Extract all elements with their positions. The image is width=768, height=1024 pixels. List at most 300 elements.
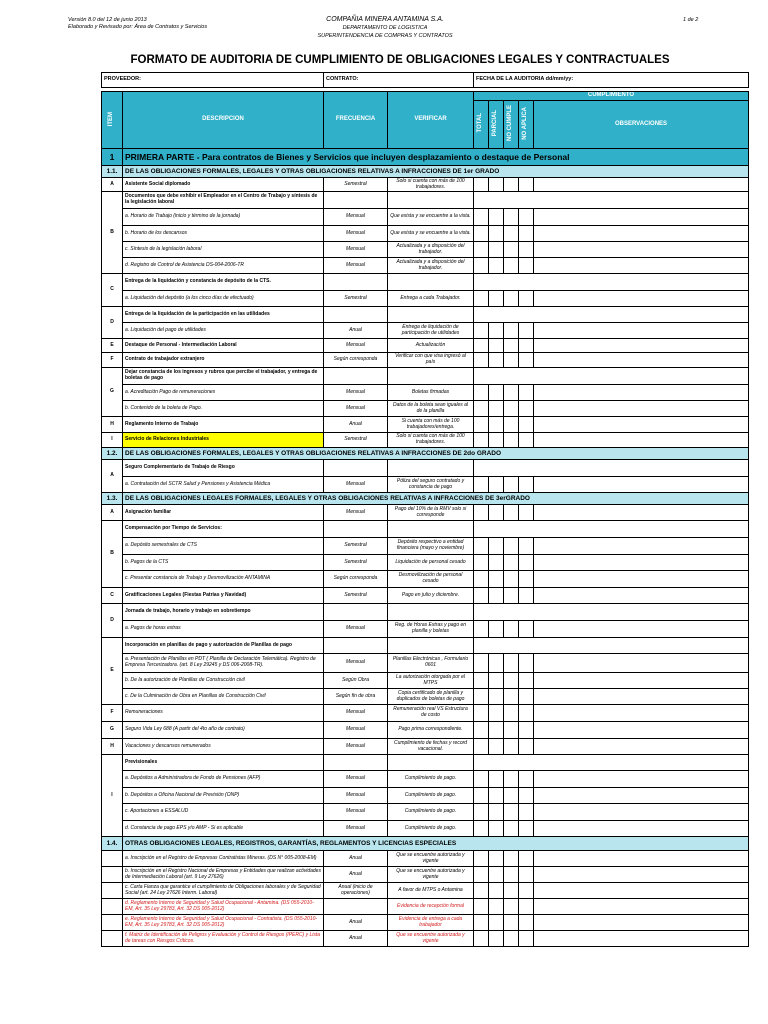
row-description: d. Registro de Control de Asistencia DS-004-2006-TR	[123, 258, 324, 274]
table-row	[102, 804, 749, 821]
check-total[interactable]	[474, 477, 489, 493]
check-no-cumple[interactable]	[504, 226, 519, 242]
check-parcial[interactable]	[489, 771, 504, 788]
row-verify: Solo si cuenta con más de 100 trabajadores.	[388, 178, 474, 192]
row-description: Entrega de la liquidación y constancia de depósito de la CTS.	[123, 274, 324, 291]
check-parcial[interactable]	[489, 291, 504, 307]
row-verify: Cumplimiento de pago.	[388, 821, 474, 837]
table-row	[102, 931, 749, 947]
observation-cell[interactable]	[534, 555, 749, 571]
row-description: Previsionales	[123, 755, 324, 771]
check-no-cumple[interactable]	[504, 804, 519, 821]
check-total[interactable]	[474, 417, 489, 433]
observation-cell[interactable]	[534, 226, 749, 242]
table-row	[102, 673, 749, 689]
audit-table	[101, 72, 749, 947]
check-total[interactable]	[474, 654, 489, 673]
check-no-cumple[interactable]	[504, 555, 519, 571]
row-description: b. Contenido de la boleta de Pago.	[123, 401, 324, 417]
check-total[interactable]	[474, 931, 489, 947]
check-parcial[interactable]	[489, 385, 504, 401]
document-title: FORMATO DE AUDITORIA DE CUMPLIMIENTO DE OBLIGACIONES LEGALES Y CONTRACTUALES	[130, 54, 670, 66]
row-verify: Entrega de liquidación de participación de utilidades	[388, 323, 474, 339]
check-total[interactable]	[474, 538, 489, 555]
item-code: A	[102, 505, 123, 521]
item-code: B	[102, 192, 123, 274]
observation-cell[interactable]	[534, 339, 749, 353]
check-no-cumple[interactable]	[504, 689, 519, 705]
observation-cell[interactable]	[534, 883, 749, 899]
table-row	[102, 291, 749, 307]
check-no-aplica[interactable]	[519, 689, 534, 705]
part-number: 1	[102, 149, 123, 166]
check-no-aplica[interactable]	[519, 401, 534, 417]
item-code: G	[102, 722, 123, 739]
row-description: Compensación por Tiempo de Servicios:	[123, 521, 324, 538]
row-description: Seguro Vida Ley 688 (A partir del 4to año de contrato)	[123, 722, 324, 739]
observation-cell[interactable]	[534, 505, 749, 521]
observation-cell[interactable]	[534, 804, 749, 821]
observation-cell[interactable]	[534, 588, 749, 604]
check-parcial[interactable]	[489, 739, 504, 755]
table-row	[102, 771, 749, 788]
elaborated-text: Elaborado y Revisado por: Área de Contratos y Servicios	[68, 24, 208, 30]
check-parcial[interactable]	[489, 538, 504, 555]
check-total[interactable]	[474, 555, 489, 571]
row-description: Gratificaciones Legales (Fiestas Patrias y Navidad)	[123, 588, 324, 604]
check-total[interactable]	[474, 588, 489, 604]
table-row	[102, 209, 749, 226]
check-parcial[interactable]	[489, 323, 504, 339]
row-description: Entrega de la liquidación de la participación en las utilidades	[123, 307, 324, 323]
table-row	[102, 867, 749, 883]
col-verificar: VERIFICAR	[388, 92, 474, 149]
check-no-cumple[interactable]	[504, 291, 519, 307]
row-verify: Que se encuentre autorizada y vigente	[388, 931, 474, 947]
check-total[interactable]	[474, 621, 489, 638]
check-parcial[interactable]	[489, 353, 504, 368]
observation-cell[interactable]	[534, 899, 749, 915]
section-row	[102, 166, 749, 178]
row-verify: Cumplimiento de pago.	[388, 804, 474, 821]
check-no-aplica[interactable]	[519, 739, 534, 755]
check-total[interactable]	[474, 771, 489, 788]
check-parcial[interactable]	[489, 339, 504, 353]
observation-cell[interactable]	[534, 178, 749, 192]
check-no-aplica[interactable]	[519, 291, 534, 307]
check-total[interactable]	[474, 722, 489, 739]
check-total[interactable]	[474, 339, 489, 353]
observation-cell[interactable]	[534, 654, 749, 673]
check-total[interactable]	[474, 353, 489, 368]
check-no-aplica[interactable]	[519, 555, 534, 571]
check-parcial[interactable]	[489, 851, 504, 867]
check-total[interactable]	[474, 505, 489, 521]
row-description: a. Presentación de Planillas en PDT ( Planilla de Declaración Telemática). Registro de Empresa Tercerizadora. (art. 8 Ley 29245 y DS 006-2008-TR).	[123, 654, 324, 673]
section-number: 1.2.	[102, 448, 123, 460]
check-no-aplica[interactable]	[519, 673, 534, 689]
col-descripcion: DESCRIPCION	[123, 92, 324, 149]
row-description: Jornada de trabajo, horario y trabajo en sobretiempo	[123, 604, 324, 621]
row-frequency	[324, 899, 388, 915]
check-parcial[interactable]	[489, 673, 504, 689]
check-no-cumple[interactable]	[504, 209, 519, 226]
document-meta	[68, 17, 207, 31]
check-total[interactable]	[474, 673, 489, 689]
contrato-field[interactable]: CONTRATO:	[324, 73, 474, 88]
check-no-cumple[interactable]	[504, 433, 519, 448]
table-row	[102, 258, 749, 274]
check-no-aplica[interactable]	[519, 178, 534, 192]
row-frequency: Mensual	[324, 477, 388, 493]
check-no-cumple[interactable]	[504, 673, 519, 689]
check-no-cumple[interactable]	[504, 821, 519, 837]
check-parcial[interactable]	[489, 571, 504, 588]
check-total[interactable]	[474, 705, 489, 722]
row-frequency: Según Obra	[324, 673, 388, 689]
check-total[interactable]	[474, 739, 489, 755]
row-frequency: Mensual	[324, 505, 388, 521]
section-title: DE LAS OBLIGACIONES LEGALES FORMALES, LEGALES Y OTRAS OBLIGACIONES RELATIVAS A INFRACCIONES DE 3erGRADO	[123, 493, 749, 505]
version-text: Versión 8.0 del 12 de junio 2013	[68, 17, 147, 23]
item-code: I	[102, 433, 123, 448]
observation-cell[interactable]	[534, 538, 749, 555]
row-verify: Solo si cuenta con más de 100 trabajadores.	[388, 433, 474, 448]
column-header-row	[102, 92, 749, 101]
row-frequency: Mensual	[324, 226, 388, 242]
check-no-cumple[interactable]	[504, 788, 519, 804]
table-row	[102, 339, 749, 353]
row-frequency: Mensual	[324, 209, 388, 226]
check-parcial[interactable]	[489, 242, 504, 258]
check-no-aplica[interactable]	[519, 477, 534, 493]
observation-cell[interactable]	[534, 867, 749, 883]
table-row	[102, 621, 749, 638]
row-description: Destaque de Personal - Intermediación Laboral	[123, 339, 324, 353]
row-frequency: Mensual	[324, 258, 388, 274]
check-no-aplica[interactable]	[519, 571, 534, 588]
check-parcial[interactable]	[489, 915, 504, 931]
row-verify: Copia certificado de planilla y duplicados de boletas de pago	[388, 689, 474, 705]
table-row	[102, 226, 749, 242]
check-parcial[interactable]	[489, 722, 504, 739]
check-no-aplica[interactable]	[519, 915, 534, 931]
row-description: Asignación familiar	[123, 505, 324, 521]
check-total[interactable]	[474, 788, 489, 804]
row-verify: A favor de MTPS o Antamina	[388, 883, 474, 899]
check-total[interactable]	[474, 226, 489, 242]
check-no-cumple[interactable]	[504, 722, 519, 739]
row-description: b. Pagos de la CTS	[123, 555, 324, 571]
check-no-cumple[interactable]	[504, 621, 519, 638]
row-verify: Reg. de Horas Extras y pago en planilla y boletas	[388, 621, 474, 638]
row-description: f. Matriz de Identificación de Peligros y Evaluación y Control de Riesgos (IPERC) y Lista de tareas con Riesgos Críticos.	[123, 931, 324, 947]
item-code: B	[102, 521, 123, 588]
row-verify: Evidencia de recepción formal	[388, 899, 474, 915]
check-parcial[interactable]	[489, 417, 504, 433]
section-title: OTRAS OBLIGACIONES LEGALES, REGISTROS, GARANTÍAS, REGLAMENTOS Y LICENCIAS ESPECIALES	[123, 837, 749, 851]
row-verify: Pago del 10% de la RMV solo si corresponde	[388, 505, 474, 521]
check-no-cumple[interactable]	[504, 339, 519, 353]
check-no-cumple[interactable]	[504, 899, 519, 915]
check-parcial[interactable]	[489, 621, 504, 638]
check-no-aplica[interactable]	[519, 433, 534, 448]
table-row	[102, 654, 749, 673]
item-code: I	[102, 755, 123, 837]
check-no-aplica[interactable]	[519, 821, 534, 837]
check-total[interactable]	[474, 883, 489, 899]
observation-cell[interactable]	[534, 477, 749, 493]
check-total[interactable]	[474, 851, 489, 867]
observation-cell[interactable]	[534, 673, 749, 689]
check-no-cumple[interactable]	[504, 771, 519, 788]
check-parcial[interactable]	[489, 931, 504, 947]
col-observaciones: OBSERVACIONES	[534, 101, 749, 149]
row-description: Documentos que debe exhibir el Empleador en el Centro de Trabajo y síntesis de la legislación laboral	[123, 192, 324, 209]
check-no-cumple[interactable]	[504, 654, 519, 673]
check-no-cumple[interactable]	[504, 242, 519, 258]
check-no-aplica[interactable]	[519, 771, 534, 788]
row-verify: Datos de la boleta sean iguales al de la planilla	[388, 401, 474, 417]
check-no-aplica[interactable]	[519, 899, 534, 915]
check-total[interactable]	[474, 571, 489, 588]
observation-cell[interactable]	[534, 705, 749, 722]
item-code: D	[102, 307, 123, 339]
check-no-aplica[interactable]	[519, 538, 534, 555]
check-parcial[interactable]	[489, 654, 504, 673]
row-description: a. Pagos de horas extras	[123, 621, 324, 638]
col-cumplimiento: CUMPLIMIENTO	[474, 92, 749, 101]
row-frequency: Anual	[324, 931, 388, 947]
check-no-cumple[interactable]	[504, 883, 519, 899]
check-parcial[interactable]	[489, 555, 504, 571]
observation-cell[interactable]	[534, 209, 749, 226]
check-parcial[interactable]	[489, 505, 504, 521]
check-parcial[interactable]	[489, 258, 504, 274]
check-total[interactable]	[474, 689, 489, 705]
check-no-cumple[interactable]	[504, 505, 519, 521]
check-no-cumple[interactable]	[504, 323, 519, 339]
check-total[interactable]	[474, 323, 489, 339]
row-description: Asistente Social diplomado	[123, 178, 324, 192]
part-one-row	[102, 149, 749, 166]
table-row	[102, 417, 749, 433]
row-description: Contrato de trabajador extranjero	[123, 353, 324, 368]
check-no-aplica[interactable]	[519, 788, 534, 804]
check-parcial[interactable]	[489, 588, 504, 604]
check-total[interactable]	[474, 385, 489, 401]
observation-cell[interactable]	[534, 433, 749, 448]
check-parcial[interactable]	[489, 821, 504, 837]
observation-cell[interactable]	[534, 821, 749, 837]
observation-cell[interactable]	[534, 739, 749, 755]
check-total[interactable]	[474, 821, 489, 837]
row-frequency: Mensual	[324, 788, 388, 804]
row-frequency: Semestral	[324, 588, 388, 604]
observation-cell[interactable]	[534, 722, 749, 739]
row-frequency: Mensual	[324, 821, 388, 837]
row-frequency: Mensual	[324, 385, 388, 401]
fecha-field[interactable]: FECHA DE LA AUDITORIA dd/mm/yy:	[474, 73, 749, 88]
observation-cell[interactable]	[534, 851, 749, 867]
table-row	[102, 192, 749, 209]
check-total[interactable]	[474, 867, 489, 883]
check-no-cumple[interactable]	[504, 477, 519, 493]
check-parcial[interactable]	[489, 899, 504, 915]
col-parcial: PARCIAL	[492, 110, 499, 137]
row-frequency: Mensual	[324, 621, 388, 638]
check-parcial[interactable]	[489, 867, 504, 883]
check-total[interactable]	[474, 401, 489, 417]
row-frequency: Mensual	[324, 339, 388, 353]
row-frequency: Mensual	[324, 654, 388, 673]
check-no-cumple[interactable]	[504, 538, 519, 555]
check-total[interactable]	[474, 804, 489, 821]
row-description-highlighted: Servicio de Relaciones Industriales	[123, 433, 324, 448]
item-code: C	[102, 274, 123, 307]
section-number: 1.1.	[102, 166, 123, 178]
check-total[interactable]	[474, 178, 489, 192]
check-parcial[interactable]	[489, 705, 504, 722]
check-no-cumple[interactable]	[504, 178, 519, 192]
check-no-aplica[interactable]	[519, 931, 534, 947]
check-no-cumple[interactable]	[504, 571, 519, 588]
check-no-aplica[interactable]	[519, 851, 534, 867]
proveedor-field[interactable]: PROVEEDOR:	[102, 73, 324, 88]
row-description: a. Liquidación del depósito (a los cinco días de efectuado)	[123, 291, 324, 307]
row-verify: Que se encuentre autorizada y vigente	[388, 867, 474, 883]
check-no-cumple[interactable]	[504, 705, 519, 722]
check-no-aplica[interactable]	[519, 705, 534, 722]
row-verify: Pago prima correspondiente.	[388, 722, 474, 739]
row-description: a. Liquidación del pago de utilidades	[123, 323, 324, 339]
row-description: b. De la autorización de Planillas de Construcción civil	[123, 673, 324, 689]
observation-cell[interactable]	[534, 621, 749, 638]
row-description: Reglamento Interno de Trabajo	[123, 417, 324, 433]
check-total[interactable]	[474, 291, 489, 307]
check-parcial[interactable]	[489, 178, 504, 192]
check-no-aplica[interactable]	[519, 505, 534, 521]
check-no-aplica[interactable]	[519, 804, 534, 821]
check-no-cumple[interactable]	[504, 739, 519, 755]
observation-cell[interactable]	[534, 689, 749, 705]
table-row	[102, 705, 749, 722]
table-row	[102, 755, 749, 771]
part-title: PRIMERA PARTE - Para contratos de Bienes y Servicios que incluyen desplazamiento o destaque de Personal	[123, 149, 749, 166]
check-no-cumple[interactable]	[504, 588, 519, 604]
table-row	[102, 915, 749, 931]
check-no-aplica[interactable]	[519, 621, 534, 638]
observation-cell[interactable]	[534, 385, 749, 401]
check-no-cumple[interactable]	[504, 915, 519, 931]
check-no-cumple[interactable]	[504, 851, 519, 867]
check-no-aplica[interactable]	[519, 588, 534, 604]
check-no-aplica[interactable]	[519, 417, 534, 433]
check-no-cumple[interactable]	[504, 385, 519, 401]
item-code: H	[102, 417, 123, 433]
table-row	[102, 739, 749, 755]
check-no-cumple[interactable]	[504, 417, 519, 433]
item-code: A	[102, 460, 123, 493]
check-no-cumple[interactable]	[504, 258, 519, 274]
section-row	[102, 493, 749, 505]
row-verify: Que exista y se encuentre a la vista.	[388, 209, 474, 226]
table-row	[102, 460, 749, 477]
observation-cell[interactable]	[534, 401, 749, 417]
check-no-aplica[interactable]	[519, 722, 534, 739]
check-parcial[interactable]	[489, 401, 504, 417]
observation-cell[interactable]	[534, 291, 749, 307]
check-no-aplica[interactable]	[519, 385, 534, 401]
check-total[interactable]	[474, 258, 489, 274]
check-no-aplica[interactable]	[519, 226, 534, 242]
check-no-aplica[interactable]	[519, 353, 534, 368]
check-no-cumple[interactable]	[504, 353, 519, 368]
check-parcial[interactable]	[489, 477, 504, 493]
observation-cell[interactable]	[534, 771, 749, 788]
check-no-aplica[interactable]	[519, 323, 534, 339]
row-description: e. Reglamento Interno de Seguridad y Salud Ocupacional - Contratista. (DS 055-2010-EM, Art. 35 Ley 29783, Art. 32 DS 005-2012)	[123, 915, 324, 931]
item-code: G	[102, 368, 123, 417]
row-frequency: Semestral	[324, 178, 388, 192]
row-description: a. Contratación del SCTR Salud y Pensiones y Asistencia Médica	[123, 477, 324, 493]
check-no-aplica[interactable]	[519, 242, 534, 258]
table-row	[102, 505, 749, 521]
item-code: C	[102, 588, 123, 604]
check-total[interactable]	[474, 899, 489, 915]
observation-cell[interactable]	[534, 323, 749, 339]
row-description: a. Depósito semestrales de CTS	[123, 538, 324, 555]
row-frequency: Semestral	[324, 291, 388, 307]
check-no-cumple[interactable]	[504, 401, 519, 417]
check-no-aplica[interactable]	[519, 654, 534, 673]
check-total[interactable]	[474, 209, 489, 226]
observation-cell[interactable]	[534, 571, 749, 588]
observation-cell[interactable]	[534, 915, 749, 931]
check-parcial[interactable]	[489, 209, 504, 226]
check-no-aplica[interactable]	[519, 883, 534, 899]
check-parcial[interactable]	[489, 226, 504, 242]
observation-cell[interactable]	[534, 242, 749, 258]
check-total[interactable]	[474, 433, 489, 448]
check-no-aplica[interactable]	[519, 339, 534, 353]
row-frequency: Mensual	[324, 739, 388, 755]
row-frequency: Semestral	[324, 538, 388, 555]
observation-cell[interactable]	[534, 931, 749, 947]
observation-cell[interactable]	[534, 788, 749, 804]
row-verify: Si cuenta con más de 100 trabajadores/entrega.	[388, 417, 474, 433]
check-parcial[interactable]	[489, 883, 504, 899]
row-description: a. Horario de Trabajo (inicio y término de la jornada)	[123, 209, 324, 226]
check-total[interactable]	[474, 915, 489, 931]
row-frequency: Según corresponda	[324, 571, 388, 588]
row-verify: La autorización otorgada por el MTPS	[388, 673, 474, 689]
check-no-aplica[interactable]	[519, 867, 534, 883]
check-parcial[interactable]	[489, 788, 504, 804]
check-total[interactable]	[474, 242, 489, 258]
row-frequency: Mensual	[324, 771, 388, 788]
check-no-aplica[interactable]	[519, 258, 534, 274]
observation-cell[interactable]	[534, 353, 749, 368]
observation-cell[interactable]	[534, 258, 749, 274]
check-no-cumple[interactable]	[504, 931, 519, 947]
check-parcial[interactable]	[489, 689, 504, 705]
check-no-cumple[interactable]	[504, 867, 519, 883]
check-parcial[interactable]	[489, 804, 504, 821]
check-parcial[interactable]	[489, 433, 504, 448]
observation-cell[interactable]	[534, 417, 749, 433]
check-no-aplica[interactable]	[519, 209, 534, 226]
